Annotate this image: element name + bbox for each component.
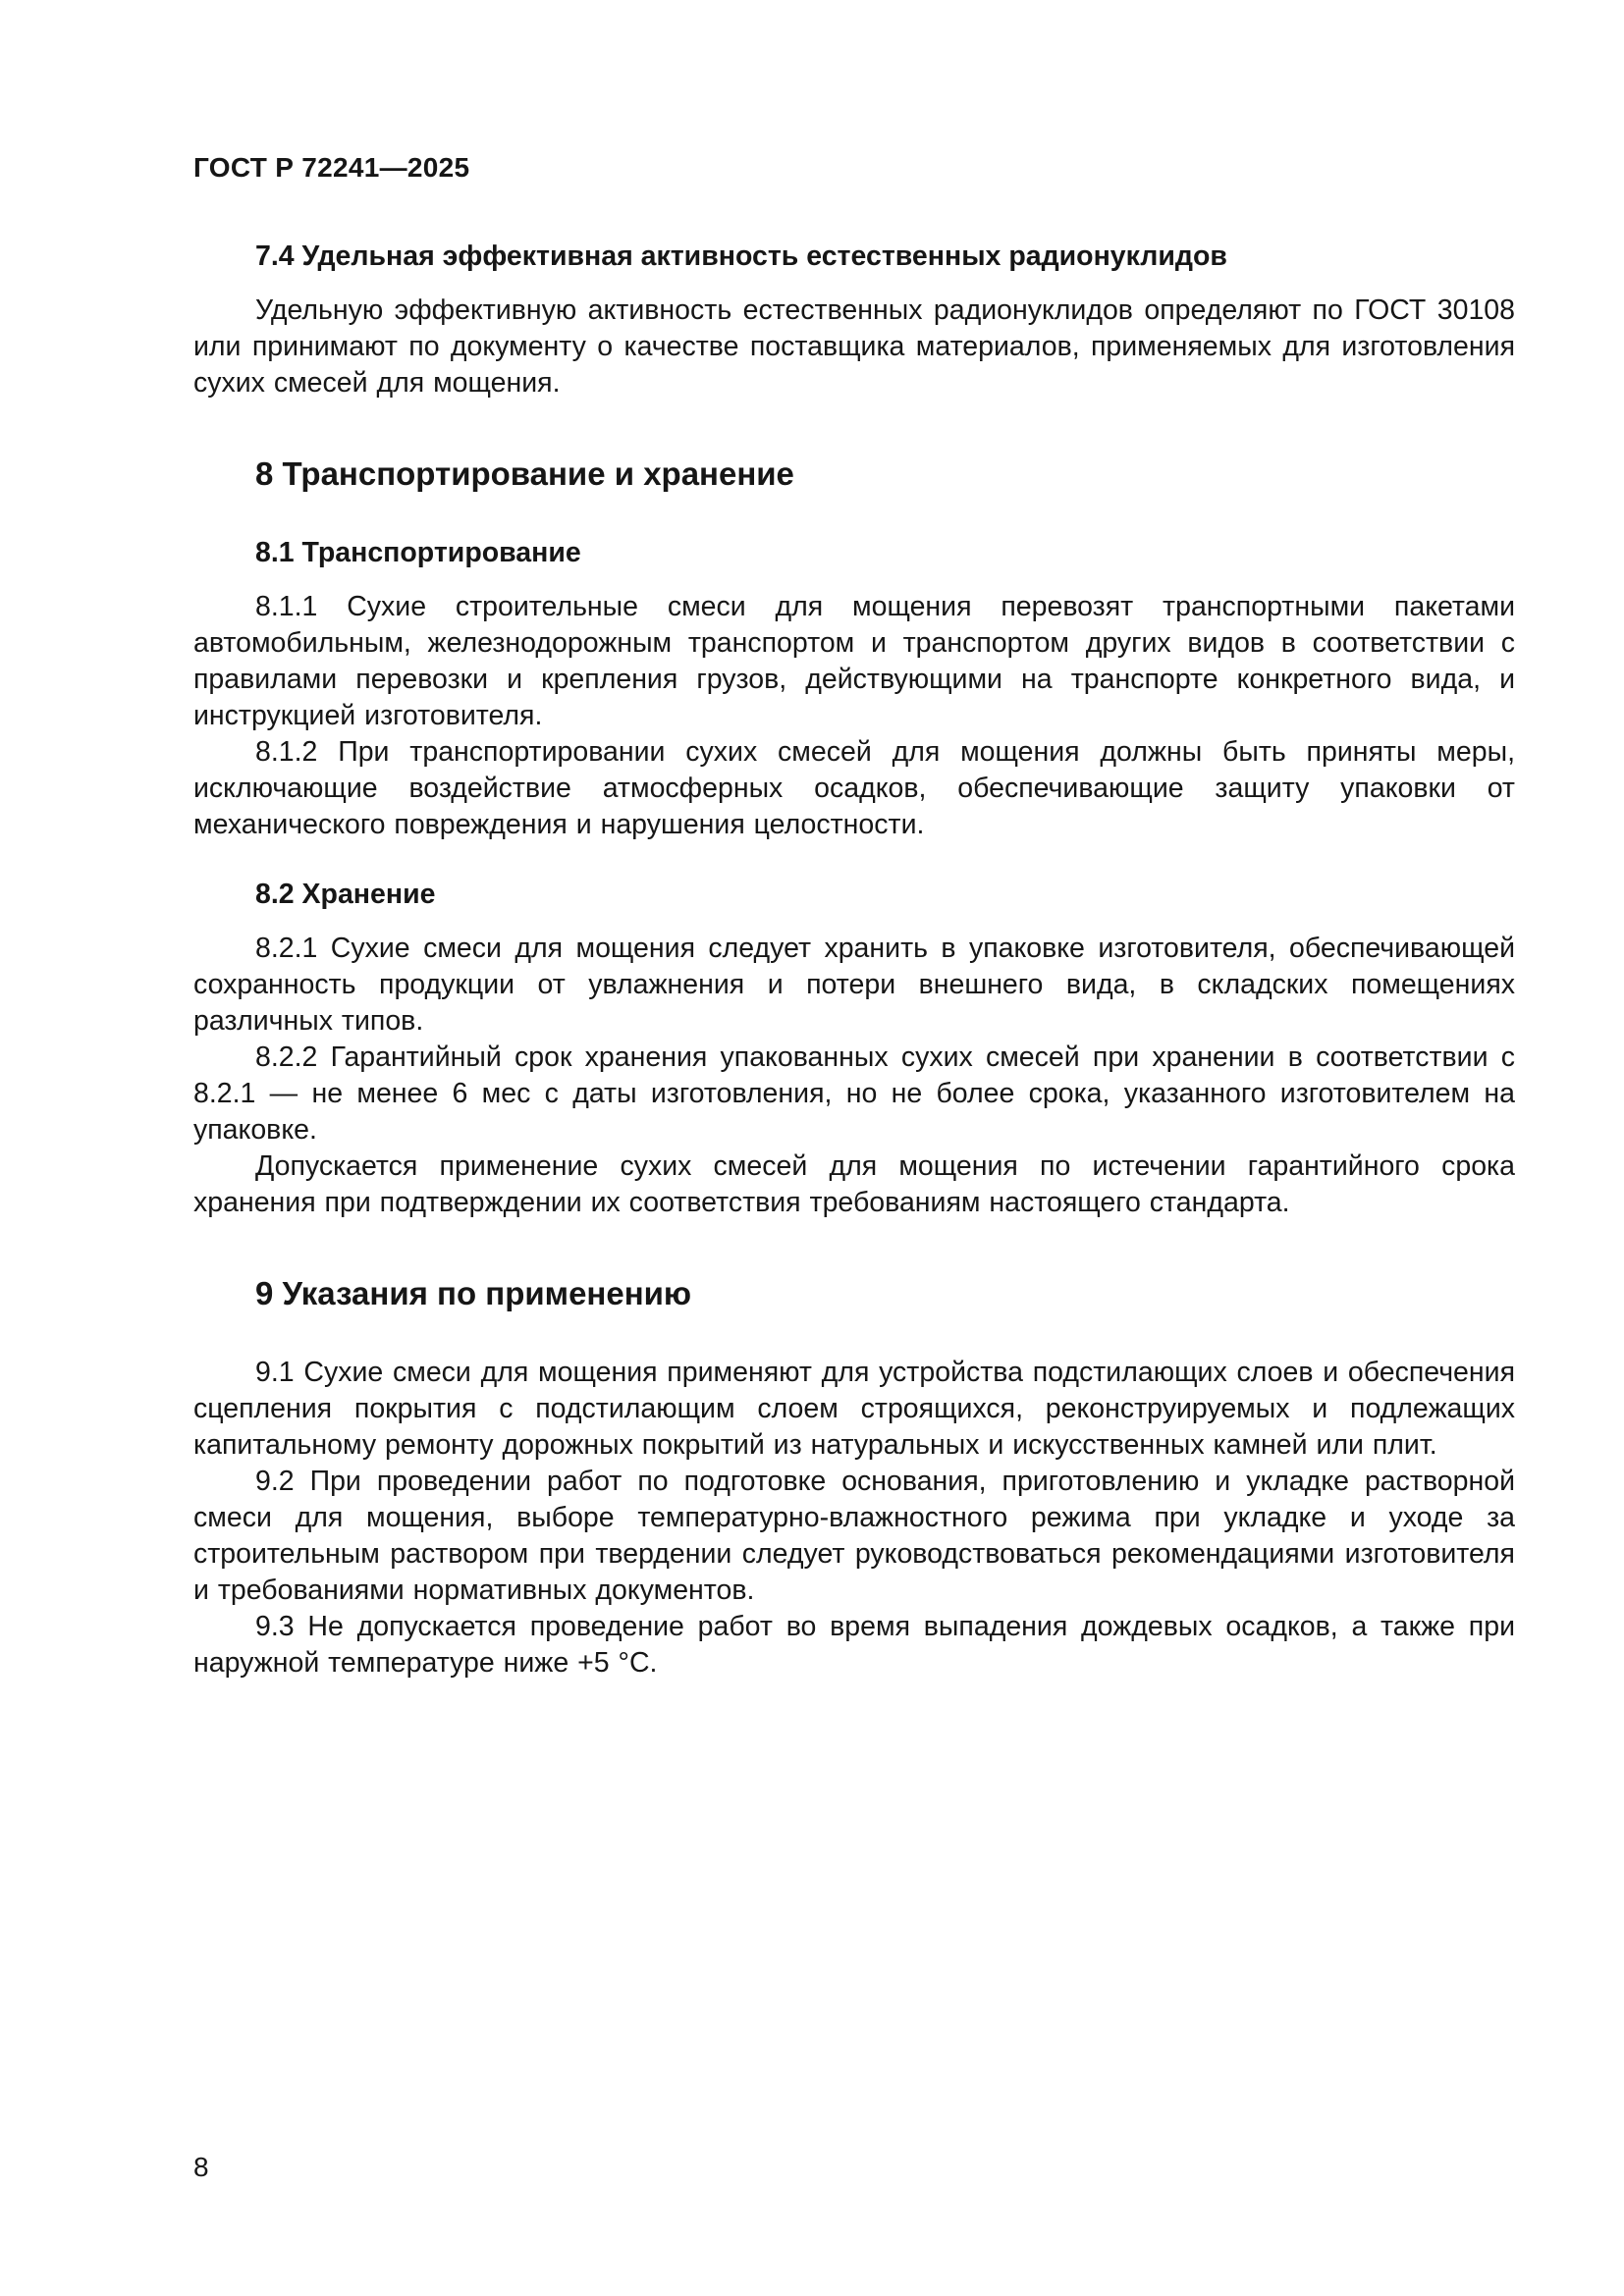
paragraph-9-1: 9.1 Сухие смеси для мощения применяют для устройства подстилающих слоев и обеспечения сцепления покрытия с подстилающим слоем строящихся, реконструируемых и подлежащих капитальному ремонту дорожных покрытий из натуральных и искусственных камней или плит. xyxy=(193,1357,1515,1461)
section-heading-8-1: 8.1 Транспортирование xyxy=(255,537,581,568)
paragraph-8-1-1: 8.1.1 Сухие строительные смеси для мощения перевозят транспортными пакетами автомобильным, железнодорожным транспортом и транспортом других видов в соответствии с правилами перевозки и крепления грузов, действующими на транспорте конкретного вида, и инструкцией изготовителя. xyxy=(193,591,1515,731)
paragraph-8-2-2: 8.2.2 Гарантийный срок хранения упакованных сухих смесей при хранении в соответствии с 8.2.1 — не менее 6 мес с даты изготовления, но не более срока, указанного изготовителем на упаковке. xyxy=(193,1041,1515,1146)
section-heading-8: 8 Транспортирование и хранение xyxy=(255,455,794,492)
running-header: ГОСТ Р 72241—2025 xyxy=(193,152,470,183)
section-heading-8-2: 8.2 Хранение xyxy=(255,879,436,910)
paragraph-7-4-body: Удельную эффективную активность естественных радионуклидов определяют по ГОСТ 30108 или принимают по документу о качестве поставщика материалов, применяемых для изготовления сухих смесей для мощения. xyxy=(193,294,1515,399)
section-heading-7-4: 7.4 Удельная эффективная активность естественных радионуклидов xyxy=(255,240,1227,272)
page-number: 8 xyxy=(193,2152,209,2182)
paragraph-9-3: 9.3 Не допускается проведение работ во время выпадения дождевых осадков, а также при наружной температуре ниже +5 °С. xyxy=(193,1611,1515,1679)
text-column xyxy=(193,152,1515,1682)
paragraph-8-1-2: 8.1.2 При транспортировании сухих смесей для мощения должны быть приняты меры, исключающие воздействие атмосферных осадков, обеспечивающие защиту упаковки от механического повреждения и нарушения целостности. xyxy=(193,736,1515,840)
paragraph-9-2: 9.2 При проведении работ по подготовке основания, приготовлению и укладке растворной смеси для мощения, выборе температурно-влажностного режима при укладке и уходе за строительным раствором при твердении следует руководствоваться рекомендациями изготовителя и требованиями нормативных документов. xyxy=(193,1466,1515,1606)
section-heading-9: 9 Указания по применению xyxy=(255,1275,692,1311)
paragraph-8-2-1: 8.2.1 Сухие смеси для мощения следует хранить в упаковке изготовителя, обеспечивающей сохранность продукции от увлажнения и потери внешнего вида, в складских помещениях различных типов. xyxy=(193,933,1515,1037)
paragraph-8-2-2-continuation: Допускается применение сухих смесей для мощения по истечении гарантийного срока хранения при подтверждении их соответствия требованиям настоящего стандарта. xyxy=(193,1150,1515,1218)
